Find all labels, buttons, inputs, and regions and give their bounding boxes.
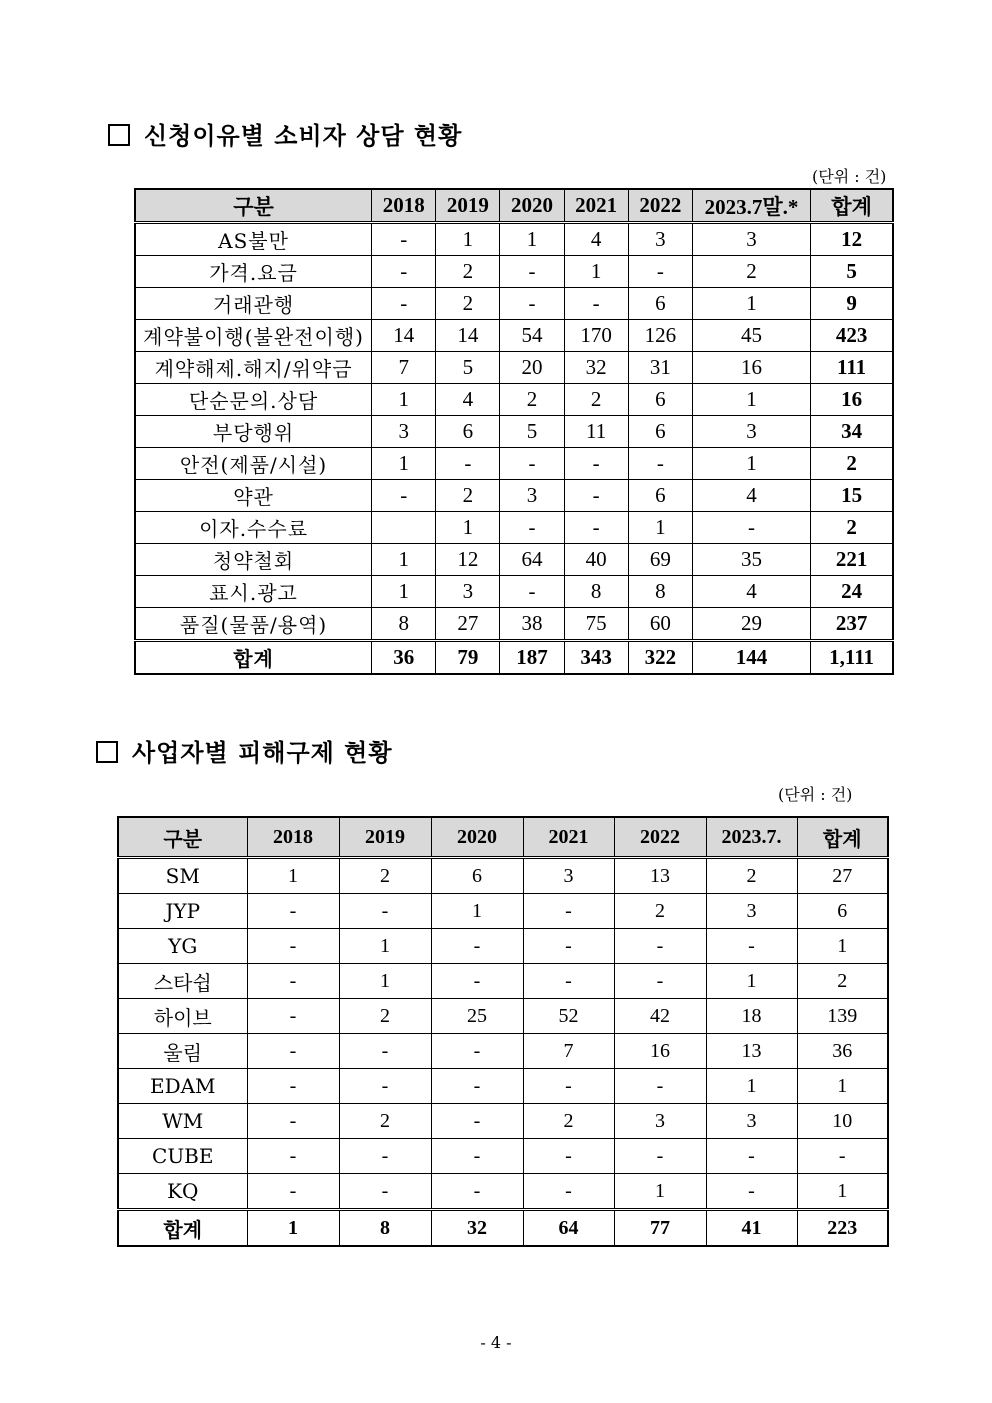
table-cell: - bbox=[500, 288, 564, 320]
table-cell: - bbox=[523, 1174, 614, 1210]
section1-unit: (단위 : 건) bbox=[812, 167, 887, 186]
column-header: 2020 bbox=[431, 817, 523, 858]
table-cell: - bbox=[247, 1174, 339, 1210]
table-cell: - bbox=[523, 1139, 614, 1174]
table-cell: 10 bbox=[797, 1104, 888, 1139]
table-cell: - bbox=[431, 929, 523, 964]
table-cell: 14 bbox=[372, 320, 436, 352]
row-label: 울림 bbox=[118, 1034, 247, 1069]
table-cell: 1 bbox=[372, 448, 436, 480]
row-label: KQ bbox=[118, 1174, 247, 1210]
table-cell: 2 bbox=[500, 384, 564, 416]
table-cell: 2 bbox=[692, 256, 810, 288]
table-cell: 7 bbox=[523, 1034, 614, 1069]
table-cell: 1 bbox=[692, 288, 810, 320]
row-label: 합계 bbox=[135, 641, 372, 675]
table-cell: - bbox=[431, 1139, 523, 1174]
column-header: 2023.7. bbox=[706, 817, 797, 858]
column-header: 2021 bbox=[564, 189, 628, 223]
table-cell: 1 bbox=[247, 1210, 339, 1247]
table-cell: 1 bbox=[797, 929, 888, 964]
row-label: CUBE bbox=[118, 1139, 247, 1174]
table-cell: 1 bbox=[339, 929, 431, 964]
table-cell: 3 bbox=[614, 1104, 706, 1139]
table-cell: - bbox=[431, 1104, 523, 1139]
table-row bbox=[135, 480, 893, 512]
table-cell: 3 bbox=[706, 894, 797, 929]
row-label: SM bbox=[118, 858, 247, 894]
table-cell: 29 bbox=[692, 608, 810, 641]
table-cell: 3 bbox=[523, 858, 614, 894]
table-cell: - bbox=[706, 1139, 797, 1174]
checkbox-square-icon bbox=[96, 741, 118, 763]
table-cell: 1 bbox=[372, 576, 436, 608]
table-cell: - bbox=[614, 1139, 706, 1174]
row-label: 단순문의.상담 bbox=[135, 384, 372, 416]
table-cell: 12 bbox=[436, 544, 500, 576]
table-cell: 5 bbox=[500, 416, 564, 448]
row-label: 합계 bbox=[118, 1210, 247, 1247]
table-cell: - bbox=[628, 256, 692, 288]
row-label: 부당행위 bbox=[135, 416, 372, 448]
table-cell: 8 bbox=[339, 1210, 431, 1247]
checkbox-square-icon bbox=[108, 124, 130, 146]
table-cell: - bbox=[706, 929, 797, 964]
table-cell: 9 bbox=[811, 288, 893, 320]
table-cell: 1 bbox=[247, 858, 339, 894]
table-cell: 322 bbox=[628, 641, 692, 675]
section2-unit: (단위 : 건) bbox=[778, 785, 853, 804]
table-header-row bbox=[135, 189, 893, 223]
table-cell: 1 bbox=[372, 544, 436, 576]
table-cell: 2 bbox=[436, 256, 500, 288]
table-cell: 6 bbox=[628, 384, 692, 416]
row-label: AS불만 bbox=[135, 223, 372, 256]
table-cell: 1 bbox=[436, 223, 500, 256]
table-cell: 14 bbox=[436, 320, 500, 352]
row-label: 청약철회 bbox=[135, 544, 372, 576]
table-row bbox=[135, 256, 893, 288]
table-cell: - bbox=[431, 1174, 523, 1210]
table-cell: 1 bbox=[372, 384, 436, 416]
column-header: 2022 bbox=[614, 817, 706, 858]
table-cell: 1 bbox=[436, 512, 500, 544]
table-cell: 64 bbox=[500, 544, 564, 576]
table-cell: 139 bbox=[797, 999, 888, 1034]
table-cell: 3 bbox=[436, 576, 500, 608]
table-cell: 13 bbox=[614, 858, 706, 894]
table-cell: 6 bbox=[628, 288, 692, 320]
table-cell: - bbox=[564, 448, 628, 480]
table-cell: 3 bbox=[692, 416, 810, 448]
table-cell: 223 bbox=[797, 1210, 888, 1247]
table-cell: 52 bbox=[523, 999, 614, 1034]
table-cell: 1 bbox=[706, 964, 797, 999]
table-row bbox=[135, 416, 893, 448]
table-cell: 75 bbox=[564, 608, 628, 641]
table-cell: 1 bbox=[339, 964, 431, 999]
table-cell: 1 bbox=[706, 1069, 797, 1104]
table-cell: - bbox=[614, 964, 706, 999]
table-cell: - bbox=[500, 448, 564, 480]
table-cell: - bbox=[247, 964, 339, 999]
table-cell: 41 bbox=[706, 1210, 797, 1247]
consumer-consultation-table bbox=[134, 188, 894, 675]
table-cell: 60 bbox=[628, 608, 692, 641]
row-label: 가격.요금 bbox=[135, 256, 372, 288]
section2-title: 사업자별 피해구제 현황 bbox=[132, 738, 393, 767]
table-cell: - bbox=[247, 1069, 339, 1104]
table-cell: 8 bbox=[372, 608, 436, 641]
table-cell: 1 bbox=[431, 894, 523, 929]
row-label: EDAM bbox=[118, 1069, 247, 1104]
section2-heading bbox=[96, 733, 393, 768]
table-cell: 8 bbox=[628, 576, 692, 608]
row-label: 안전(제품/시설) bbox=[135, 448, 372, 480]
table-cell: 6 bbox=[431, 858, 523, 894]
table-cell: 144 bbox=[692, 641, 810, 675]
table-cell: - bbox=[628, 448, 692, 480]
table-cell: 4 bbox=[692, 576, 810, 608]
table-cell: 2 bbox=[564, 384, 628, 416]
table-cell: 77 bbox=[614, 1210, 706, 1247]
section1-heading bbox=[108, 116, 462, 151]
table-cell: - bbox=[523, 964, 614, 999]
table-cell: - bbox=[436, 448, 500, 480]
table-cell: 1 bbox=[564, 256, 628, 288]
table-cell: - bbox=[797, 1139, 888, 1174]
table-cell: 27 bbox=[436, 608, 500, 641]
table-cell: 1 bbox=[797, 1174, 888, 1210]
table-cell: - bbox=[523, 929, 614, 964]
table-cell: - bbox=[339, 1069, 431, 1104]
table-cell: 16 bbox=[811, 384, 893, 416]
table-cell: 6 bbox=[436, 416, 500, 448]
table-cell: 2 bbox=[811, 448, 893, 480]
table-cell: - bbox=[247, 929, 339, 964]
table-cell bbox=[372, 512, 436, 544]
table-cell: 2 bbox=[339, 858, 431, 894]
row-label: 거래관행 bbox=[135, 288, 372, 320]
table-cell: 2 bbox=[436, 480, 500, 512]
table-row bbox=[135, 288, 893, 320]
table-cell: 4 bbox=[436, 384, 500, 416]
column-header: 합계 bbox=[797, 817, 888, 858]
table-cell: - bbox=[500, 576, 564, 608]
row-label: YG bbox=[118, 929, 247, 964]
table-cell: 24 bbox=[811, 576, 893, 608]
table-cell: 3 bbox=[628, 223, 692, 256]
table-cell: 69 bbox=[628, 544, 692, 576]
column-header: 합계 bbox=[811, 189, 893, 223]
table-cell: 54 bbox=[500, 320, 564, 352]
table-cell: 2 bbox=[339, 999, 431, 1034]
total-row bbox=[118, 1210, 888, 1247]
table-cell: 13 bbox=[706, 1034, 797, 1069]
column-header: 구분 bbox=[118, 817, 247, 858]
table-cell: 1 bbox=[692, 448, 810, 480]
table-cell: 36 bbox=[372, 641, 436, 675]
table-cell: 6 bbox=[797, 894, 888, 929]
table-cell: 1,111 bbox=[811, 641, 893, 675]
table-row bbox=[118, 858, 888, 894]
table-cell: 36 bbox=[797, 1034, 888, 1069]
column-header: 2019 bbox=[339, 817, 431, 858]
table-cell: 15 bbox=[811, 480, 893, 512]
table-cell: 126 bbox=[628, 320, 692, 352]
table-cell: - bbox=[523, 894, 614, 929]
table-row bbox=[135, 448, 893, 480]
table-row bbox=[118, 1104, 888, 1139]
table-row bbox=[118, 929, 888, 964]
table-cell: - bbox=[247, 894, 339, 929]
table-cell: 79 bbox=[436, 641, 500, 675]
table-cell: 64 bbox=[523, 1210, 614, 1247]
table-cell: - bbox=[564, 512, 628, 544]
column-header: 2020 bbox=[500, 189, 564, 223]
table-cell: 3 bbox=[500, 480, 564, 512]
table-cell: 187 bbox=[500, 641, 564, 675]
column-header: 2018 bbox=[247, 817, 339, 858]
row-label: 하이브 bbox=[118, 999, 247, 1034]
table-cell: 1 bbox=[500, 223, 564, 256]
table-cell: - bbox=[614, 929, 706, 964]
table-cell: 3 bbox=[692, 223, 810, 256]
table-cell: - bbox=[339, 894, 431, 929]
table-row bbox=[118, 894, 888, 929]
table-cell: 40 bbox=[564, 544, 628, 576]
table-cell: 16 bbox=[692, 352, 810, 384]
table-cell: 42 bbox=[614, 999, 706, 1034]
table-cell: - bbox=[372, 480, 436, 512]
table-cell: - bbox=[706, 1174, 797, 1210]
column-header: 2022 bbox=[628, 189, 692, 223]
table-cell: 3 bbox=[372, 416, 436, 448]
column-header: 2021 bbox=[523, 817, 614, 858]
table-cell: 12 bbox=[811, 223, 893, 256]
table-cell: - bbox=[564, 480, 628, 512]
table-cell: 1 bbox=[797, 1069, 888, 1104]
table-cell: 1 bbox=[692, 384, 810, 416]
table-row bbox=[135, 223, 893, 256]
table-row bbox=[135, 576, 893, 608]
table-header-row bbox=[118, 817, 888, 858]
table-cell: 25 bbox=[431, 999, 523, 1034]
table-cell: 6 bbox=[628, 416, 692, 448]
table-cell: - bbox=[523, 1069, 614, 1104]
table-cell: 31 bbox=[628, 352, 692, 384]
table-cell: - bbox=[247, 999, 339, 1034]
table-row bbox=[118, 1034, 888, 1069]
table-row bbox=[118, 999, 888, 1034]
table-cell: 11 bbox=[564, 416, 628, 448]
table-cell: - bbox=[564, 288, 628, 320]
table-cell: 7 bbox=[372, 352, 436, 384]
table-row bbox=[118, 1139, 888, 1174]
row-label: 약관 bbox=[135, 480, 372, 512]
table-cell: 2 bbox=[614, 894, 706, 929]
damage-relief-table bbox=[117, 816, 889, 1247]
table-cell: - bbox=[692, 512, 810, 544]
table-row bbox=[118, 1069, 888, 1104]
table-cell: 2 bbox=[811, 512, 893, 544]
table-row bbox=[135, 320, 893, 352]
column-header: 2018 bbox=[372, 189, 436, 223]
table-row bbox=[135, 608, 893, 641]
table-cell: 2 bbox=[706, 858, 797, 894]
table-cell: 237 bbox=[811, 608, 893, 641]
table-cell: 18 bbox=[706, 999, 797, 1034]
table-cell: - bbox=[614, 1069, 706, 1104]
table-row bbox=[135, 384, 893, 416]
table-row bbox=[118, 1174, 888, 1210]
table-cell: - bbox=[247, 1139, 339, 1174]
table-cell: - bbox=[372, 223, 436, 256]
table-cell: 38 bbox=[500, 608, 564, 641]
table-cell: - bbox=[339, 1174, 431, 1210]
table-cell: 2 bbox=[436, 288, 500, 320]
table-cell: 2 bbox=[339, 1104, 431, 1139]
table-cell: - bbox=[247, 1104, 339, 1139]
row-label: JYP bbox=[118, 894, 247, 929]
table-cell: - bbox=[431, 1069, 523, 1104]
table-cell: - bbox=[372, 256, 436, 288]
table-row bbox=[135, 544, 893, 576]
row-label: WM bbox=[118, 1104, 247, 1139]
total-row bbox=[135, 641, 893, 675]
table-cell: 4 bbox=[692, 480, 810, 512]
table-cell: - bbox=[431, 1034, 523, 1069]
table-cell: 423 bbox=[811, 320, 893, 352]
table-cell: 5 bbox=[811, 256, 893, 288]
table-cell: 35 bbox=[692, 544, 810, 576]
row-label: 스타쉽 bbox=[118, 964, 247, 999]
table-cell: 5 bbox=[436, 352, 500, 384]
column-header: 2019 bbox=[436, 189, 500, 223]
table-cell: 6 bbox=[628, 480, 692, 512]
page-number: - 4 - bbox=[480, 1333, 512, 1352]
row-label: 계약불이행(불완전이행) bbox=[135, 320, 372, 352]
table-cell: 3 bbox=[706, 1104, 797, 1139]
table-cell: - bbox=[500, 256, 564, 288]
section1-title: 신청이유별 소비자 상담 현황 bbox=[144, 121, 463, 150]
table-cell: 34 bbox=[811, 416, 893, 448]
row-label: 계약해제.해지/위약금 bbox=[135, 352, 372, 384]
column-header: 2023.7말.* bbox=[692, 189, 810, 223]
table-row bbox=[118, 964, 888, 999]
table-cell: 20 bbox=[500, 352, 564, 384]
row-label: 이자.수수료 bbox=[135, 512, 372, 544]
table-cell: 343 bbox=[564, 641, 628, 675]
table-cell: 2 bbox=[523, 1104, 614, 1139]
table-cell: - bbox=[500, 512, 564, 544]
table-cell: 2 bbox=[797, 964, 888, 999]
table-cell: - bbox=[339, 1034, 431, 1069]
table-row bbox=[135, 512, 893, 544]
table-row bbox=[135, 352, 893, 384]
table-cell: 170 bbox=[564, 320, 628, 352]
table-cell: 32 bbox=[431, 1210, 523, 1247]
table-cell: 27 bbox=[797, 858, 888, 894]
table-cell: 8 bbox=[564, 576, 628, 608]
column-header: 구분 bbox=[135, 189, 372, 223]
table-cell: 16 bbox=[614, 1034, 706, 1069]
table-cell: - bbox=[431, 964, 523, 999]
table-cell: 32 bbox=[564, 352, 628, 384]
table-cell: - bbox=[247, 1034, 339, 1069]
table-cell: - bbox=[372, 288, 436, 320]
table-cell: 4 bbox=[564, 223, 628, 256]
table-cell: 1 bbox=[628, 512, 692, 544]
table-cell: 1 bbox=[614, 1174, 706, 1210]
table-cell: 221 bbox=[811, 544, 893, 576]
row-label: 품질(물품/용역) bbox=[135, 608, 372, 641]
table-cell: - bbox=[339, 1139, 431, 1174]
row-label: 표시.광고 bbox=[135, 576, 372, 608]
table-cell: 111 bbox=[811, 352, 893, 384]
table-cell: 45 bbox=[692, 320, 810, 352]
